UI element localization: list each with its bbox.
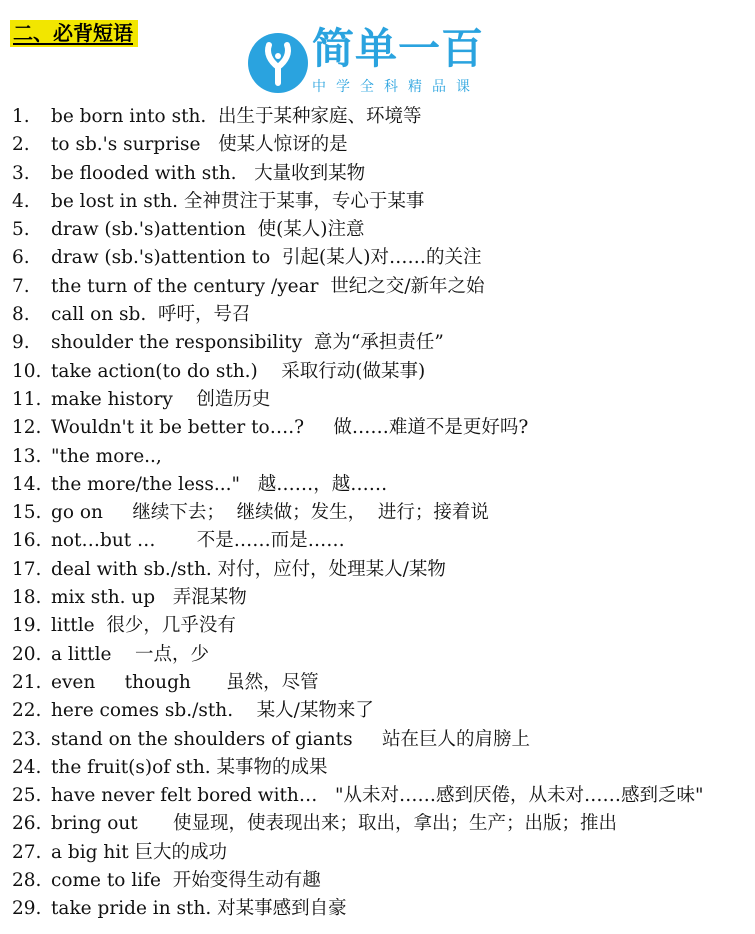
phrase-text: here comes sb./sth. 某人/某物来了	[51, 700, 374, 722]
list-item	[12, 641, 752, 669]
item-number: 8.	[12, 304, 30, 326]
item-number: 4.	[12, 190, 30, 212]
list-item	[12, 329, 752, 357]
list-item	[12, 754, 752, 782]
phrase-text: mix sth. up 弄混某物	[51, 587, 247, 609]
item-number: 11.	[12, 388, 42, 410]
phrase-text: the turn of the century /year 世纪之交/新年之始	[51, 275, 485, 297]
item-number: 17.	[12, 558, 42, 580]
phrase-text: the fruit(s)of sth. 某事物的成果	[51, 756, 328, 778]
list-item	[12, 612, 752, 640]
list-item	[12, 782, 752, 810]
list-item	[12, 188, 752, 216]
list-item	[12, 386, 752, 414]
phrase-text: a little 一点，少	[51, 643, 210, 665]
item-number: 28.	[12, 870, 42, 892]
phrase-text: shoulder the responsibility 意为“承担责任”	[51, 332, 444, 354]
phrase-text: be born into sth. 出生于某种家庭、环境等	[51, 106, 422, 127]
phrase-text: go on 继续下去； 继续做；发生， 进行；接着说	[51, 502, 489, 524]
list-item	[12, 895, 752, 923]
list-item	[12, 244, 752, 272]
item-number: 7.	[12, 275, 30, 297]
phrase-text: come to life 开始变得生动有趣	[51, 870, 321, 892]
list-item	[12, 527, 752, 555]
item-number: 2.	[12, 134, 30, 156]
list-item	[12, 726, 752, 754]
item-number: 20.	[12, 643, 42, 665]
list-item	[12, 867, 752, 895]
phrase-text: "the more..,	[51, 445, 162, 467]
phrase-list	[12, 103, 752, 924]
list-item	[12, 584, 752, 612]
logo-name: 简单一百	[312, 24, 485, 73]
item-number: 27.	[12, 841, 42, 863]
item-number: 9.	[12, 332, 30, 354]
phrase-text: be lost in sth. 全神贯注于某事，专心于某事	[51, 190, 425, 212]
brand-logo	[248, 24, 498, 96]
phrase-text: bring out 使显现，使表现出来；取出，拿出；生产；出版；推出	[51, 813, 618, 835]
logo-icon	[248, 33, 308, 93]
item-number: 23.	[12, 728, 42, 750]
item-number: 10.	[12, 360, 42, 382]
item-number: 18.	[12, 587, 42, 609]
phrase-text: even though 虽然，尽管	[51, 671, 319, 693]
item-number: 29.	[12, 898, 42, 920]
list-item	[12, 499, 752, 527]
list-item	[12, 131, 752, 159]
phrase-text: the more/the less..." 越……，越……	[51, 473, 388, 495]
phrase-text: draw (sb.'s)attention 使(某人)注意	[51, 219, 365, 241]
phrase-text: call on sb. 呼吁，号召	[51, 304, 251, 326]
phrase-text: to sb.'s surprise 使某人惊讶的是	[51, 134, 348, 156]
list-item	[12, 556, 752, 584]
item-number: 14.	[12, 473, 42, 495]
item-number: 12.	[12, 417, 42, 439]
item-number: 3.	[12, 162, 30, 184]
list-item	[12, 697, 752, 725]
list-item	[12, 839, 752, 867]
phrase-text: take pride in sth. 对某事感到自豪	[51, 898, 347, 920]
item-number: 26.	[12, 813, 42, 835]
phrase-text: make history 创造历史	[51, 388, 271, 410]
logo-subtitle: 中学全科精品课	[312, 79, 480, 95]
list-item	[12, 216, 752, 244]
phrase-text: stand on the shoulders of giants 站在巨人的肩膀上	[51, 728, 530, 750]
item-number: 16.	[12, 530, 42, 552]
phrase-text: have never felt bored with… "从未对……感到厌倦，从未对……感到乏味"	[51, 785, 704, 807]
item-number: 24.	[12, 756, 42, 778]
section-title: 二、必背短语	[10, 20, 138, 47]
list-item	[12, 414, 752, 442]
item-number: 15.	[12, 502, 42, 524]
item-number: 22.	[12, 700, 42, 722]
list-item	[12, 443, 752, 471]
phrase-text: little 很少，几乎没有	[51, 615, 236, 637]
phrase-text: Wouldn't it be better to….? 做……难道不是更好吗?	[51, 417, 529, 439]
phrase-text: a big hit 巨大的成功	[51, 841, 228, 863]
item-number: 13.	[12, 445, 42, 467]
item-number: 21.	[12, 671, 42, 693]
list-item	[12, 810, 752, 838]
item-number: 5.	[12, 219, 30, 241]
list-item	[12, 103, 752, 131]
list-item	[12, 358, 752, 386]
item-number: 6.	[12, 247, 30, 269]
list-item	[12, 160, 752, 188]
list-item	[12, 471, 752, 499]
item-number: 25.	[12, 785, 42, 807]
item-number: 19.	[12, 615, 42, 637]
list-item	[12, 301, 752, 329]
phrase-text: be flooded with sth. 大量收到某物	[51, 162, 366, 184]
phrase-text: take action(to do sth.) 采取行动(做某事)	[51, 360, 426, 382]
phrase-text: deal with sb./sth. 对付，应付，处理某人/某物	[51, 558, 446, 580]
phrase-text: draw (sb.'s)attention to 引起(某人)对……的关注	[51, 247, 482, 269]
list-item	[12, 273, 752, 301]
phrase-text: not…but … 不是……而是……	[51, 530, 345, 552]
item-number: 1.	[12, 106, 30, 127]
list-item	[12, 669, 752, 697]
